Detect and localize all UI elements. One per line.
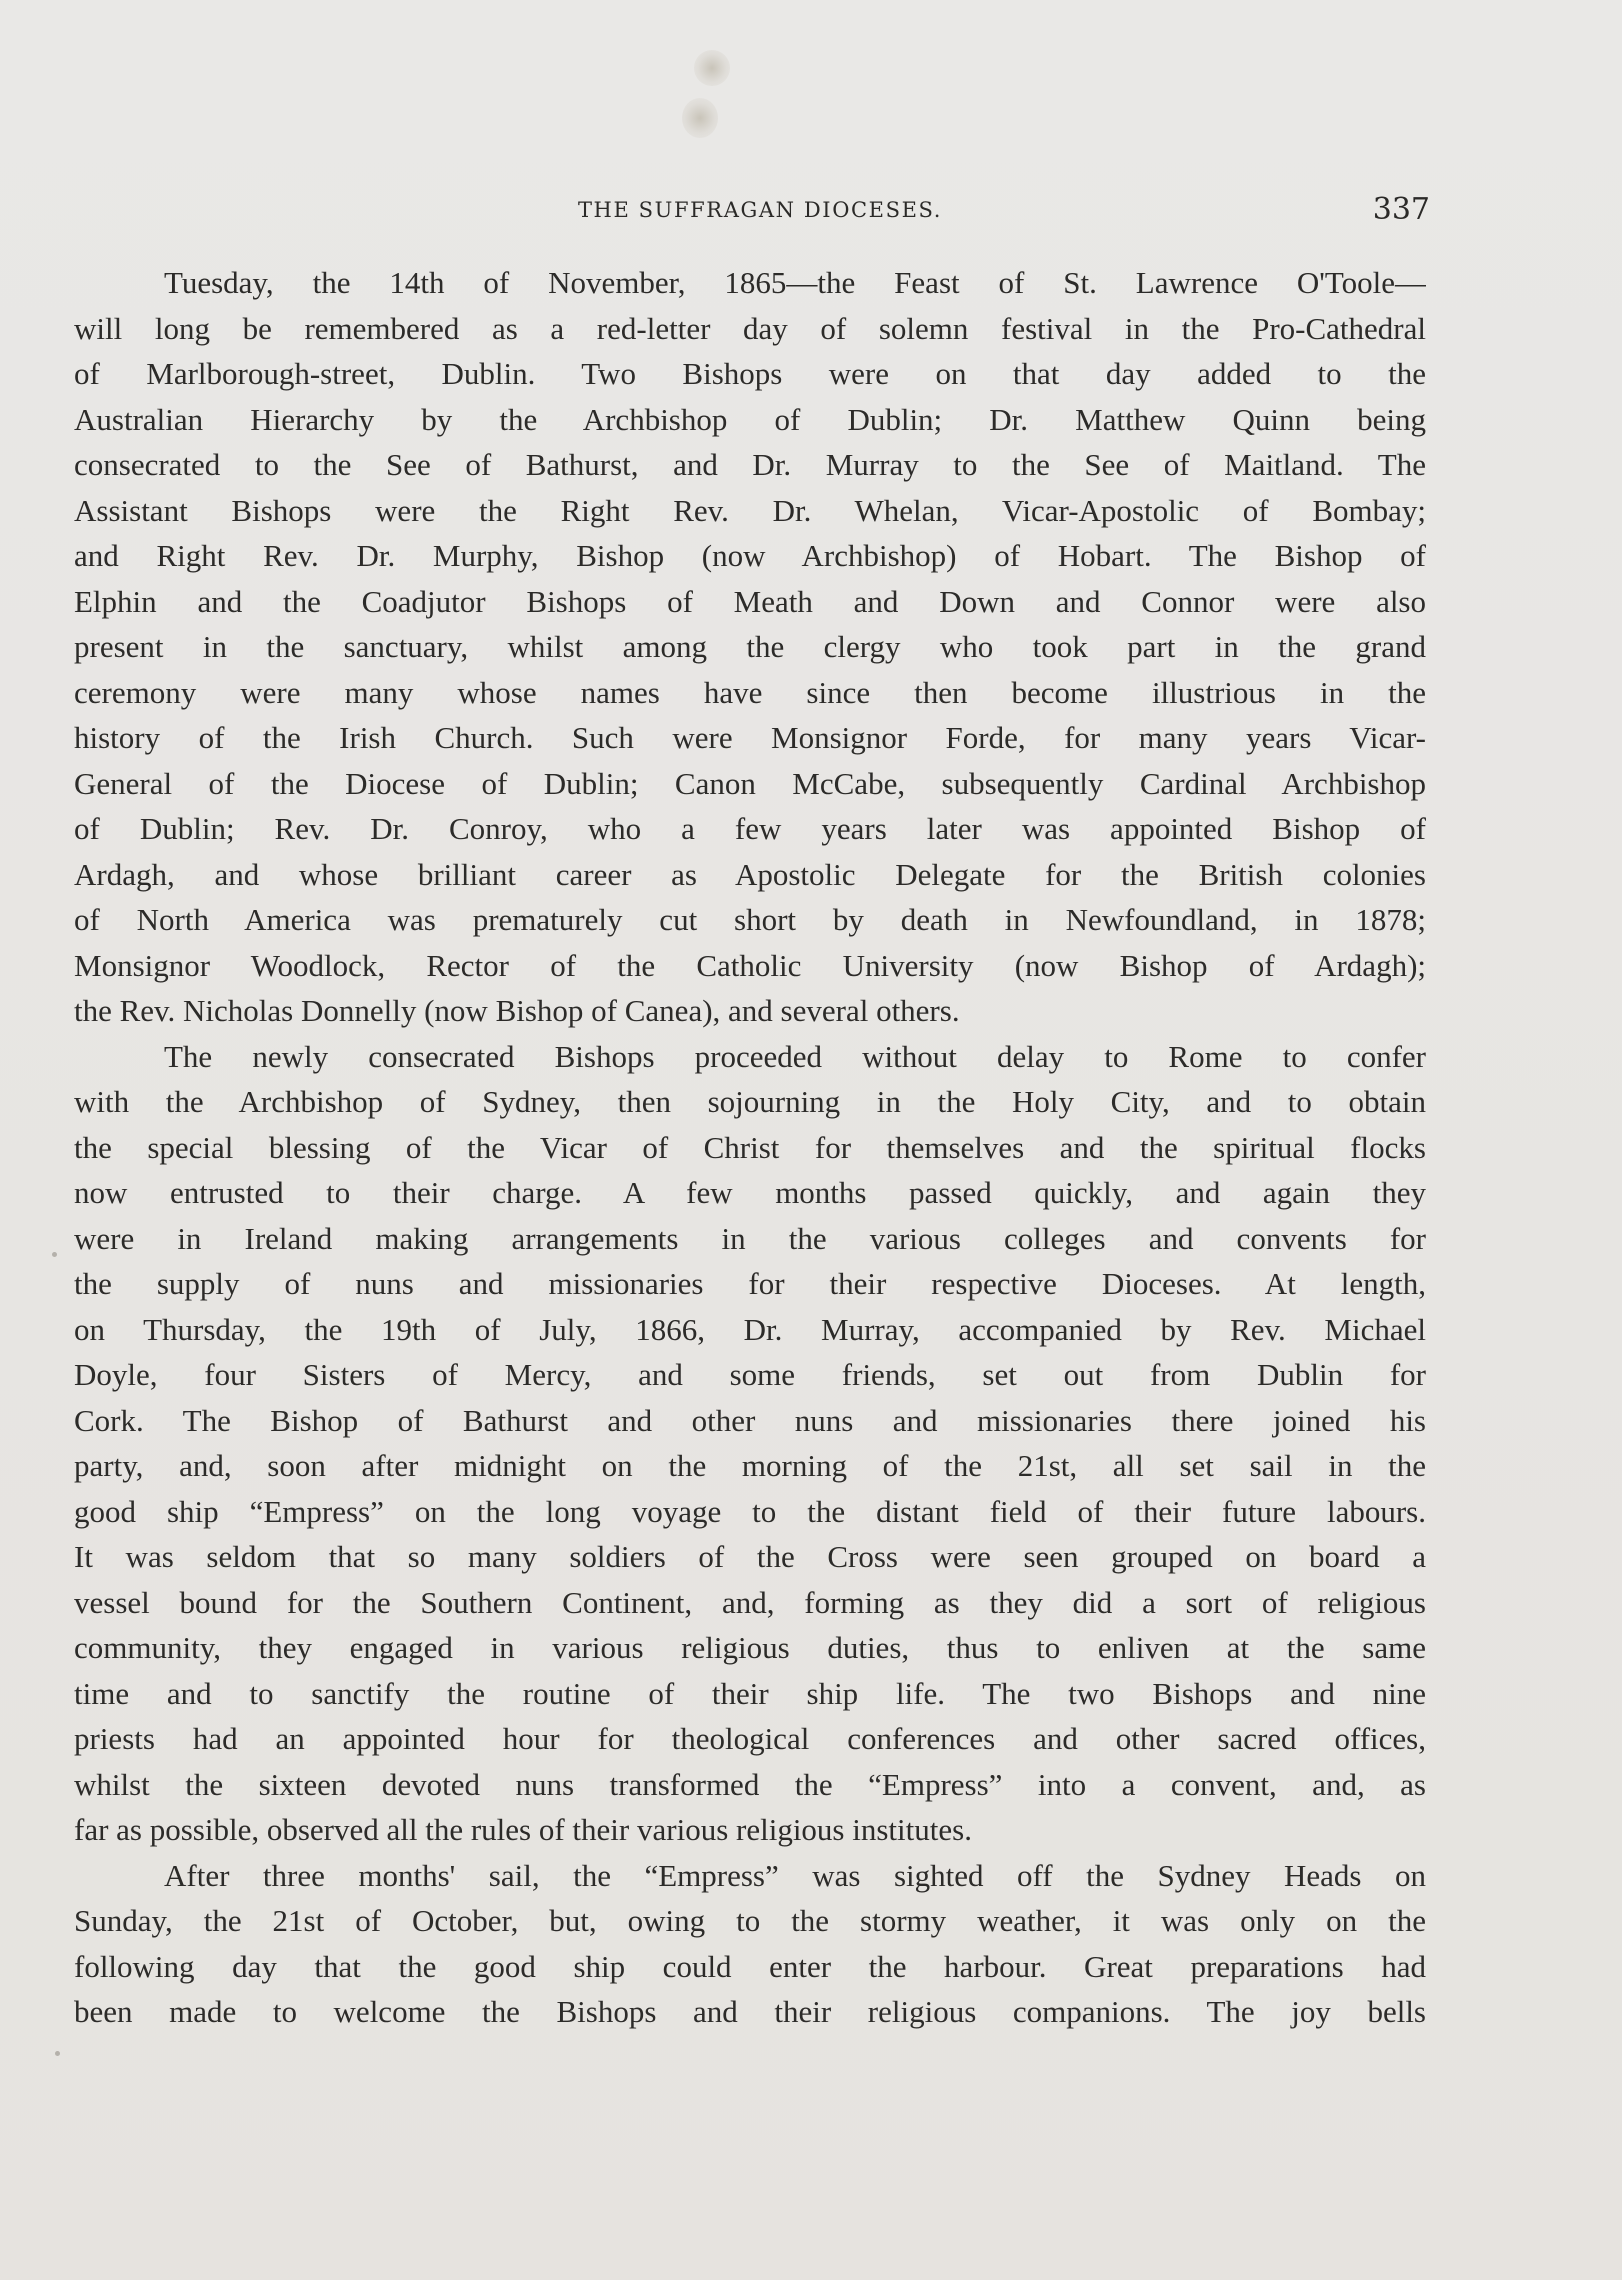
text-line: far as possible, observed all the rules of their various religious institutes.	[74, 1812, 972, 1847]
text-line: vessel bound for the Southern Continent, and, forming as they did a sort of religious	[74, 1584, 1426, 1620]
text-line: Doyle, four Sisters of Mercy, and some friends, set out from Dublin for	[74, 1357, 1426, 1392]
text-line: the supply of nuns and missionaries for their respective Dioceses. At length,	[74, 1266, 1426, 1301]
ink-smudge	[682, 98, 718, 138]
text-line: After three months' sail, the “Empress” was sighted off the Sydney Heads on	[164, 1857, 1426, 1893]
paragraph	[74, 1853, 1426, 2035]
paper-speck	[55, 2051, 60, 2056]
text-line: with the Archbishop of Sydney, then sojourning in the Holy City, and to obtain	[74, 1084, 1426, 1119]
text-line: General of the Diocese of Dublin; Canon McCabe, subsequently Cardinal Archbishop	[74, 765, 1426, 801]
text-line: good ship “Empress” on the long voyage to the distant field of their future labours.	[74, 1493, 1426, 1529]
running-head: THE SUFFRAGAN DIOCESES.	[577, 198, 943, 222]
page-number: 337	[1372, 192, 1430, 227]
text-line: Sunday, the 21st of October, but, owing to the stormy weather, it was only on the	[74, 1903, 1426, 1938]
text-line: will long be remembered as a red-letter day of solemn festival in the Pro-Cathedral	[74, 310, 1426, 346]
text-line: Assistant Bishops were the Right Rev. Dr. Whelan, Vicar-Apostolic of Bombay;	[74, 492, 1426, 528]
text-line: the special blessing of the Vicar of Christ for themselves and the spiritual flocks	[74, 1129, 1426, 1165]
text-line: Australian Hierarchy by the Archbishop of Dublin; Dr. Matthew Quinn being	[74, 401, 1426, 437]
text-line: were in Ireland making arrangements in the various colleges and convents for	[74, 1220, 1426, 1256]
text-line: Ardagh, and whose brilliant career as Apostolic Delegate for the British colonies	[74, 856, 1426, 892]
text-line: of North America was prematurely cut short by death in Newfoundland, in 1878;	[74, 902, 1426, 937]
text-line: It was seldom that so many soldiers of the Cross were seen grouped on board a	[74, 1539, 1426, 1574]
page-header	[90, 192, 1430, 232]
text-line: Monsignor Woodlock, Rector of the Catholic University (now Bishop of Ardagh);	[74, 947, 1426, 983]
text-line: on Thursday, the 19th of July, 1866, Dr. Murray, accompanied by Rev. Michael	[74, 1311, 1426, 1347]
text-line: community, they engaged in various religious duties, thus to enliven at the same	[74, 1630, 1426, 1665]
text-line: whilst the sixteen devoted nuns transformed the “Empress” into a convent, and, as	[74, 1766, 1426, 1802]
paragraph	[74, 260, 1426, 1034]
text-line: party, and, soon after midnight on the morning of the 21st, all set sail in the	[74, 1448, 1426, 1483]
text-line: priests had an appointed hour for theological conferences and other sacred offices,	[74, 1721, 1426, 1756]
text-line: time and to sanctify the routine of their ship life. The two Bishops and nine	[74, 1675, 1426, 1711]
text-line: following day that the good ship could enter the harbour. Great preparations had	[74, 1948, 1426, 1984]
text-line: the Rev. Nicholas Donnelly (now Bishop of Canea), and several others.	[74, 993, 960, 1028]
text-line: ceremony were many whose names have since then become illustrious in the	[74, 674, 1426, 710]
text-line: Elphin and the Coadjutor Bishops of Meath and Down and Connor were also	[74, 583, 1426, 619]
text-line: of Marlborough-street, Dublin. Two Bishops were on that day added to the	[74, 356, 1426, 391]
text-line: now entrusted to their charge. A few months passed quickly, and again they	[74, 1175, 1426, 1210]
text-line: Tuesday, the 14th of November, 1865—the Feast of St. Lawrence O'Toole—	[164, 265, 1426, 300]
text-line: been made to welcome the Bishops and their religious companions. The joy bells	[74, 1994, 1426, 2029]
text-line: The newly consecrated Bishops proceeded without delay to Rome to confer	[164, 1038, 1426, 1074]
text-line: history of the Irish Church. Such were Monsignor Forde, for many years Vicar-	[74, 720, 1426, 755]
paragraph	[74, 1034, 1426, 1853]
text-line: of Dublin; Rev. Dr. Conroy, who a few years later was appointed Bishop of	[74, 811, 1426, 846]
body-text	[74, 260, 1426, 2035]
ink-smudge	[694, 50, 730, 86]
text-line: consecrated to the See of Bathurst, and Dr. Murray to the See of Maitland. The	[74, 447, 1426, 482]
paper-speck	[52, 1252, 57, 1257]
text-line: and Right Rev. Dr. Murphy, Bishop (now Archbishop) of Hobart. The Bishop of	[74, 538, 1426, 573]
text-line: Cork. The Bishop of Bathurst and other nuns and missionaries there joined his	[74, 1402, 1426, 1438]
text-line: present in the sanctuary, whilst among the clergy who took part in the grand	[74, 629, 1426, 664]
